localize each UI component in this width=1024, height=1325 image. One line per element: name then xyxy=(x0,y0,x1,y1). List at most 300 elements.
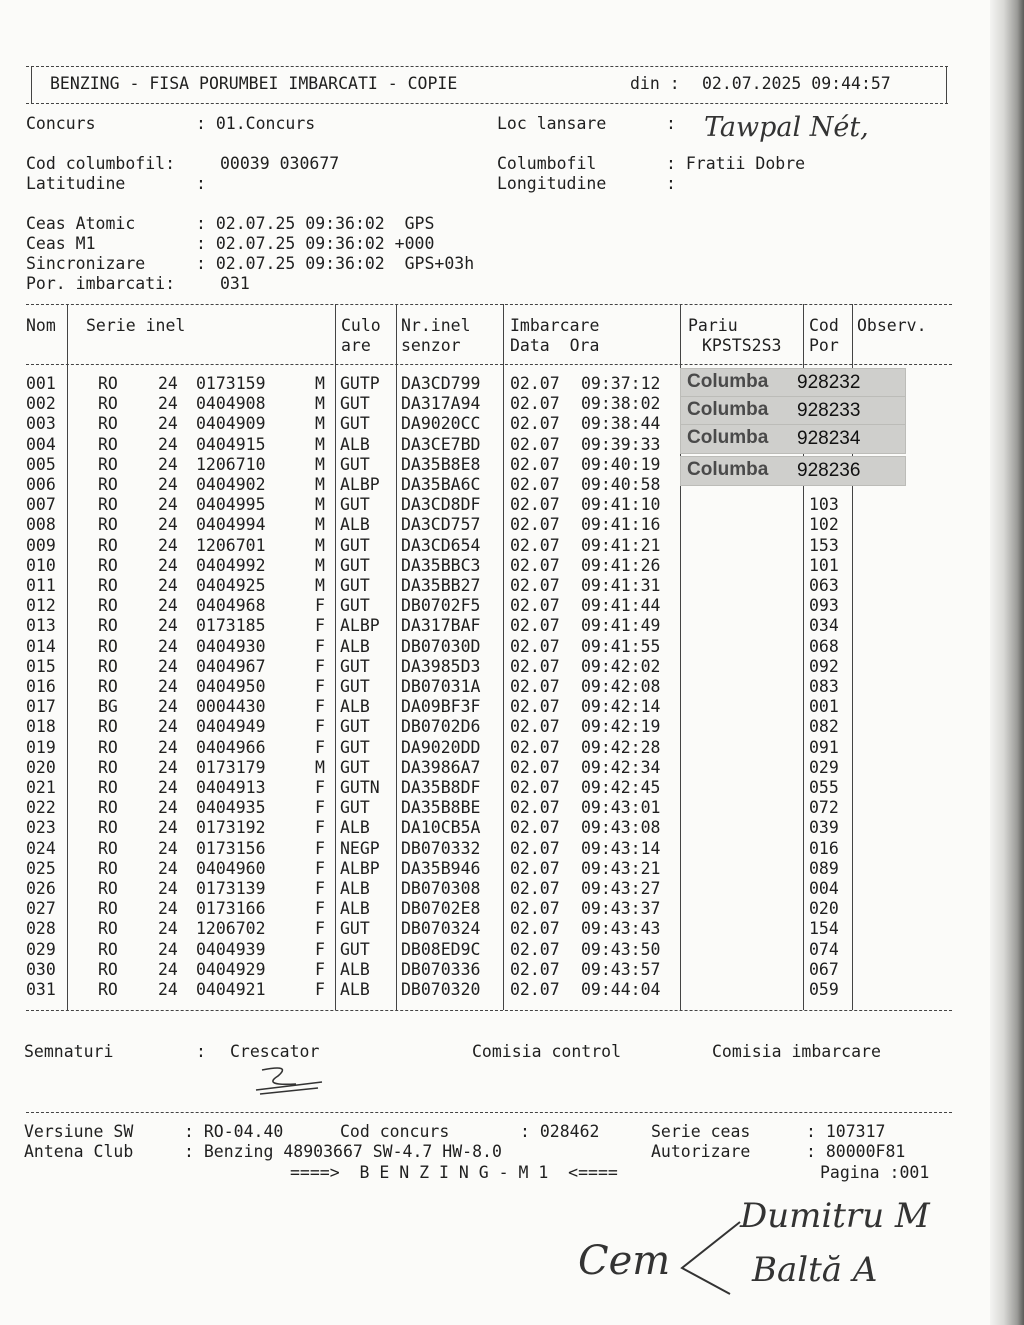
header-bottom-border xyxy=(26,103,948,104)
sticker-number: 928233 xyxy=(797,400,861,421)
row-ora: 09:43:43 xyxy=(581,919,661,939)
table-row xyxy=(0,758,1024,778)
row-data: 02.07 xyxy=(510,838,560,858)
row-data: 02.07 xyxy=(510,414,560,434)
row-senzor: DB0702F5 xyxy=(401,596,481,616)
row-sex: F xyxy=(315,697,325,717)
sticker-brand: Columba xyxy=(687,459,769,480)
row-tara: RO xyxy=(98,616,118,636)
row-sex: F xyxy=(315,596,325,616)
row-tara: RO xyxy=(98,798,118,818)
date-label: din : xyxy=(630,74,680,93)
row-tara: RO xyxy=(98,818,118,838)
table-top-border xyxy=(26,304,952,305)
row-nom: 007 xyxy=(26,495,56,515)
row-an: 24 xyxy=(158,980,178,999)
row-inel: 0404913 xyxy=(196,778,266,797)
row-ora: 09:43:57 xyxy=(581,959,661,979)
row-inel: 0404994 xyxy=(196,515,266,535)
latitudine-label: Latitudine xyxy=(26,174,126,193)
row-nom: 017 xyxy=(26,697,56,717)
row-tara: RO xyxy=(98,434,118,454)
columbofil-value: : Fratii Dobre xyxy=(666,154,806,173)
row-ora: 09:41:44 xyxy=(581,596,661,616)
row-tara: RO xyxy=(98,555,118,575)
pagina-number: Pagina :001 xyxy=(820,1163,930,1182)
row-senzor: DA3986A7 xyxy=(401,757,481,777)
row-an: 24 xyxy=(158,757,178,777)
row-inel: 0404908 xyxy=(196,394,266,414)
row-inel: 0404967 xyxy=(196,656,266,676)
row-data: 02.07 xyxy=(510,717,560,737)
row-senzor: DA35BB27 xyxy=(401,576,481,595)
row-inel: 0404915 xyxy=(196,434,266,454)
row-senzor: DA35BA6C xyxy=(401,475,481,494)
row-an: 24 xyxy=(158,838,178,858)
row-ora: 09:44:04 xyxy=(581,980,661,999)
table-row xyxy=(0,576,1024,596)
row-an: 24 xyxy=(158,414,178,434)
por-imbarcati-label: Por. imbarcati: xyxy=(26,274,176,293)
th-culoare-2: are xyxy=(341,336,371,355)
header-right-border xyxy=(946,66,947,104)
row-culoare: ALB xyxy=(340,959,370,979)
table-row xyxy=(0,960,1024,980)
row-culoare: GUT xyxy=(340,717,370,737)
loc-lansare-handwritten: Tawpal Nét, xyxy=(704,112,869,143)
row-data: 02.07 xyxy=(510,757,560,777)
row-sex: M xyxy=(315,555,325,575)
row-culoare: GUT xyxy=(340,919,370,939)
row-culoare: NEGP xyxy=(340,838,380,858)
sticker-number: 928236 xyxy=(797,460,861,481)
row-an: 24 xyxy=(158,778,178,797)
longitudine-label: Longitudine xyxy=(497,174,607,193)
concurs-value: : 01.Concurs xyxy=(196,114,316,133)
row-inel: 0173139 xyxy=(196,879,266,898)
autorizare-label: Autorizare xyxy=(651,1142,751,1161)
table-row xyxy=(0,515,1024,535)
th-culoare-1: Culo xyxy=(341,316,381,335)
row-sex: M xyxy=(315,394,325,414)
comisia-control-label: Comisia control xyxy=(472,1042,622,1061)
row-culoare: GUT xyxy=(340,656,370,676)
row-tara: RO xyxy=(98,475,118,494)
row-an: 24 xyxy=(158,717,178,737)
row-ora: 09:43:08 xyxy=(581,818,661,838)
crescator-label: Crescator xyxy=(230,1042,320,1061)
row-tara: RO xyxy=(98,980,118,999)
row-cod: 072 xyxy=(809,798,839,818)
table-row xyxy=(0,738,1024,758)
row-senzor: DA35BBC3 xyxy=(401,555,481,575)
row-senzor: DB08ED9C xyxy=(401,939,481,959)
row-an: 24 xyxy=(158,434,178,454)
table-row xyxy=(0,778,1024,798)
row-inel: 0404949 xyxy=(196,717,266,737)
row-tara: RO xyxy=(98,636,118,656)
row-nom: 002 xyxy=(26,394,56,414)
th-cod-2: Por xyxy=(809,336,839,355)
row-data: 02.07 xyxy=(510,697,560,717)
row-senzor: DB070324 xyxy=(401,919,481,939)
row-inel: 0404960 xyxy=(196,858,266,878)
row-culoare: GUT xyxy=(340,677,370,696)
row-sex: M xyxy=(315,454,325,474)
row-data: 02.07 xyxy=(510,374,560,393)
row-inel: 0004430 xyxy=(196,697,266,717)
row-an: 24 xyxy=(158,475,178,494)
row-cod: 063 xyxy=(809,576,839,595)
row-inel: 0404925 xyxy=(196,576,266,595)
row-cod: 091 xyxy=(809,737,839,757)
row-nom: 011 xyxy=(26,576,56,595)
sincronizare-value: : 02.07.25 09:36:02 GPS+03h xyxy=(196,254,475,273)
row-nom: 022 xyxy=(26,798,56,818)
semnaturi-colon: : xyxy=(196,1042,206,1061)
row-cod: 068 xyxy=(809,636,839,656)
row-senzor: DA317A94 xyxy=(401,394,481,414)
row-sex: F xyxy=(315,939,325,959)
row-cod: 074 xyxy=(809,939,839,959)
row-sex: F xyxy=(315,818,325,838)
row-inel: 0404950 xyxy=(196,677,266,696)
row-an: 24 xyxy=(158,515,178,535)
table-row xyxy=(0,495,1024,515)
row-ora: 09:39:33 xyxy=(581,434,661,454)
row-an: 24 xyxy=(158,798,178,818)
row-inel: 1206710 xyxy=(196,454,266,474)
row-cod: 016 xyxy=(809,838,839,858)
row-ora: 09:41:49 xyxy=(581,616,661,636)
row-cod: 034 xyxy=(809,616,839,636)
row-sex: F xyxy=(315,737,325,757)
table-row xyxy=(0,697,1024,717)
row-senzor: DB070320 xyxy=(401,980,481,999)
th-nom: Nom xyxy=(26,316,56,335)
date-value: 02.07.2025 09:44:57 xyxy=(702,74,891,93)
sticker-brand: Columba xyxy=(687,399,769,420)
row-an: 24 xyxy=(158,879,178,898)
row-senzor: DA3CE7BD xyxy=(401,434,481,454)
row-culoare: ALB xyxy=(340,515,370,535)
row-data: 02.07 xyxy=(510,818,560,838)
row-nom: 012 xyxy=(26,596,56,616)
document-title: BENZING - FISA PORUMBEI IMBARCATI - COPIE xyxy=(50,74,458,93)
table-row xyxy=(0,879,1024,899)
row-sex: F xyxy=(315,838,325,858)
row-culoare: GUT xyxy=(340,798,370,818)
row-tara: RO xyxy=(98,656,118,676)
row-tara: RO xyxy=(98,576,118,595)
row-sex: M xyxy=(315,535,325,555)
row-an: 24 xyxy=(158,394,178,414)
row-inel: 0173159 xyxy=(196,374,266,393)
row-tara: RO xyxy=(98,515,118,535)
sticker-stack xyxy=(680,366,904,486)
table-row xyxy=(0,940,1024,960)
row-sex: M xyxy=(315,495,325,515)
row-culoare: ALB xyxy=(340,434,370,454)
row-ora: 09:43:21 xyxy=(581,858,661,878)
row-an: 24 xyxy=(158,899,178,919)
table-row xyxy=(0,798,1024,818)
row-nom: 014 xyxy=(26,636,56,656)
handwritten-signature-1: Dumitru M xyxy=(740,1196,930,1236)
row-cod: 093 xyxy=(809,596,839,616)
handwritten-signature-2: Baltă A xyxy=(752,1250,878,1290)
row-nom: 026 xyxy=(26,879,56,898)
row-ora: 09:40:58 xyxy=(581,475,661,494)
table-row xyxy=(0,556,1024,576)
handwritten-signature-3: Cem xyxy=(578,1238,671,1284)
row-culoare: GUT xyxy=(340,939,370,959)
row-sex: F xyxy=(315,919,325,939)
por-imbarcati-value: 031 xyxy=(220,274,250,293)
row-culoare: GUT xyxy=(340,757,370,777)
row-cod: 082 xyxy=(809,717,839,737)
antena-club-label: Antena Club xyxy=(24,1142,134,1161)
table-row xyxy=(0,919,1024,939)
row-ora: 09:41:16 xyxy=(581,515,661,535)
row-data: 02.07 xyxy=(510,778,560,797)
row-data: 02.07 xyxy=(510,495,560,515)
table-row xyxy=(0,637,1024,657)
row-nom: 019 xyxy=(26,737,56,757)
header-left-border xyxy=(31,66,32,104)
row-data: 02.07 xyxy=(510,535,560,555)
row-nom: 008 xyxy=(26,515,56,535)
concurs-label: Concurs xyxy=(26,114,96,133)
row-nom: 018 xyxy=(26,717,56,737)
row-data: 02.07 xyxy=(510,454,560,474)
row-nom: 020 xyxy=(26,757,56,777)
row-ora: 09:41:26 xyxy=(581,555,661,575)
row-nom: 028 xyxy=(26,919,56,939)
row-data: 02.07 xyxy=(510,656,560,676)
row-sex: F xyxy=(315,636,325,656)
row-ora: 09:42:34 xyxy=(581,757,661,777)
row-tara: RO xyxy=(98,495,118,515)
row-ora: 09:43:01 xyxy=(581,798,661,818)
row-inel: 0404929 xyxy=(196,959,266,979)
sticker-number: 928232 xyxy=(797,372,861,393)
row-tara: RO xyxy=(98,959,118,979)
row-sex: M xyxy=(315,757,325,777)
cod-columbofil-value: 00039 030677 xyxy=(220,154,340,173)
row-tara: RO xyxy=(98,879,118,898)
row-ora: 09:42:14 xyxy=(581,697,661,717)
row-ora: 09:42:02 xyxy=(581,656,661,676)
row-an: 24 xyxy=(158,616,178,636)
row-data: 02.07 xyxy=(510,959,560,979)
row-an: 24 xyxy=(158,636,178,656)
row-tara: RO xyxy=(98,838,118,858)
row-sex: F xyxy=(315,959,325,979)
row-tara: RO xyxy=(98,454,118,474)
row-inel: 1206701 xyxy=(196,535,266,555)
row-culoare: GUTP xyxy=(340,374,380,393)
row-inel: 0404902 xyxy=(196,475,266,494)
table-row xyxy=(0,839,1024,859)
row-cod: 029 xyxy=(809,757,839,777)
row-inel: 0173179 xyxy=(196,757,266,777)
row-cod: 103 xyxy=(809,495,839,515)
row-cod: 089 xyxy=(809,858,839,878)
row-data: 02.07 xyxy=(510,677,560,696)
row-ora: 09:38:02 xyxy=(581,394,661,414)
row-nom: 009 xyxy=(26,535,56,555)
row-sex: M xyxy=(315,475,325,494)
row-culoare: ALB xyxy=(340,879,370,898)
row-inel: 0404930 xyxy=(196,636,266,656)
sticker-1 xyxy=(680,368,906,398)
row-culoare: GUT xyxy=(340,576,370,595)
sticker-brand: Columba xyxy=(687,427,769,448)
row-tara: RO xyxy=(98,414,118,434)
row-sex: F xyxy=(315,899,325,919)
sticker-brand: Columba xyxy=(687,371,769,392)
row-senzor: DA3CD757 xyxy=(401,515,481,535)
autorizare-value: : 80000F81 xyxy=(806,1142,906,1161)
row-nom: 006 xyxy=(26,475,56,494)
th-serie-inel: Serie inel xyxy=(86,316,186,335)
ceas-m1-label: Ceas M1 xyxy=(26,234,96,253)
row-culoare: ALBP xyxy=(340,475,380,494)
row-sex: F xyxy=(315,656,325,676)
row-sex: M xyxy=(315,374,325,393)
th-pariu-2: KPSTS2S3 xyxy=(702,336,782,355)
row-ora: 09:43:37 xyxy=(581,899,661,919)
table-row xyxy=(0,717,1024,737)
ceas-atomic-label: Ceas Atomic xyxy=(26,214,136,233)
row-culoare: ALBP xyxy=(340,616,380,636)
row-data: 02.07 xyxy=(510,475,560,494)
row-data: 02.07 xyxy=(510,394,560,414)
row-an: 24 xyxy=(158,818,178,838)
row-culoare: GUT xyxy=(340,454,370,474)
row-an: 24 xyxy=(158,959,178,979)
row-nom: 027 xyxy=(26,899,56,919)
row-nom: 003 xyxy=(26,414,56,434)
row-data: 02.07 xyxy=(510,737,560,757)
row-nom: 016 xyxy=(26,677,56,696)
row-culoare: GUT xyxy=(340,394,370,414)
row-cod: 092 xyxy=(809,656,839,676)
row-culoare: GUT xyxy=(340,535,370,555)
th-nr-inel-2: senzor xyxy=(401,336,461,355)
row-culoare: GUT xyxy=(340,414,370,434)
row-senzor: DA9020CC xyxy=(401,414,481,434)
row-nom: 004 xyxy=(26,434,56,454)
row-an: 24 xyxy=(158,555,178,575)
row-ora: 09:43:14 xyxy=(581,838,661,858)
row-ora: 09:42:45 xyxy=(581,778,661,797)
row-nom: 023 xyxy=(26,818,56,838)
row-tara: RO xyxy=(98,778,118,797)
row-nom: 001 xyxy=(26,374,56,393)
row-nom: 015 xyxy=(26,656,56,676)
row-senzor: DA317BAF xyxy=(401,616,481,636)
row-data: 02.07 xyxy=(510,879,560,898)
row-data: 02.07 xyxy=(510,899,560,919)
row-senzor: DB070336 xyxy=(401,959,481,979)
row-culoare: ALB xyxy=(340,818,370,838)
latitudine-value: : xyxy=(196,174,206,193)
row-sex: F xyxy=(315,980,325,999)
row-data: 02.07 xyxy=(510,636,560,656)
antena-club-value: : Benzing 48903667 SW-4.7 HW-8.0 xyxy=(184,1142,502,1161)
row-data: 02.07 xyxy=(510,980,560,999)
row-data: 02.07 xyxy=(510,434,560,454)
row-an: 24 xyxy=(158,535,178,555)
th-observ: Observ. xyxy=(857,316,927,335)
row-senzor: DB070308 xyxy=(401,879,481,898)
row-nom: 005 xyxy=(26,454,56,474)
table-row xyxy=(0,657,1024,677)
row-tara: RO xyxy=(98,394,118,414)
row-senzor: DB07031A xyxy=(401,677,481,696)
row-data: 02.07 xyxy=(510,515,560,535)
row-data: 02.07 xyxy=(510,576,560,595)
row-tara: RO xyxy=(98,717,118,737)
serie-ceas-label: Serie ceas xyxy=(651,1122,751,1141)
row-cod: 154 xyxy=(809,919,839,939)
table-row xyxy=(0,899,1024,919)
row-nom: 024 xyxy=(26,838,56,858)
cod-columbofil-label: Cod columbofil: xyxy=(26,154,176,173)
row-senzor: DA3CD8DF xyxy=(401,495,481,515)
row-an: 24 xyxy=(158,677,178,696)
row-cod: 101 xyxy=(809,555,839,575)
row-nom: 029 xyxy=(26,939,56,959)
row-data: 02.07 xyxy=(510,919,560,939)
handwritten-arrow-mark xyxy=(660,1210,750,1300)
row-ora: 09:42:19 xyxy=(581,717,661,737)
row-sex: F xyxy=(315,677,325,696)
th-pariu-1: Pariu xyxy=(688,316,738,335)
footer-top-border xyxy=(26,1112,952,1113)
row-sex: M xyxy=(315,434,325,454)
row-ora: 09:42:08 xyxy=(581,677,661,696)
row-senzor: DB0702E8 xyxy=(401,899,481,919)
table-row xyxy=(0,818,1024,838)
row-an: 24 xyxy=(158,919,178,939)
th-imbarcare-2: Data Ora xyxy=(510,336,600,355)
benzing-banner: ====> B E N Z I N G - M 1 <==== xyxy=(290,1163,618,1182)
row-sex: M xyxy=(315,576,325,595)
row-culoare: GUTN xyxy=(340,778,380,797)
row-ora: 09:43:27 xyxy=(581,879,661,898)
row-cod: 153 xyxy=(809,535,839,555)
loc-lansare-label: Loc lansare xyxy=(497,114,607,133)
header-top-border xyxy=(26,66,948,67)
row-tara: RO xyxy=(98,596,118,616)
comisia-imbarcare-label: Comisia imbarcare xyxy=(712,1042,881,1061)
row-nom: 021 xyxy=(26,778,56,797)
row-nom: 030 xyxy=(26,959,56,979)
row-ora: 09:43:50 xyxy=(581,939,661,959)
row-data: 02.07 xyxy=(510,798,560,818)
versiune-sw-value: : RO-04.40 xyxy=(184,1122,284,1141)
row-inel: 0404939 xyxy=(196,939,266,959)
row-sex: F xyxy=(315,717,325,737)
row-cod: 020 xyxy=(809,899,839,919)
row-senzor: DA35B8E8 xyxy=(401,454,481,474)
row-inel: 0404921 xyxy=(196,980,266,999)
row-sex: M xyxy=(315,515,325,535)
row-inel: 0404968 xyxy=(196,596,266,616)
